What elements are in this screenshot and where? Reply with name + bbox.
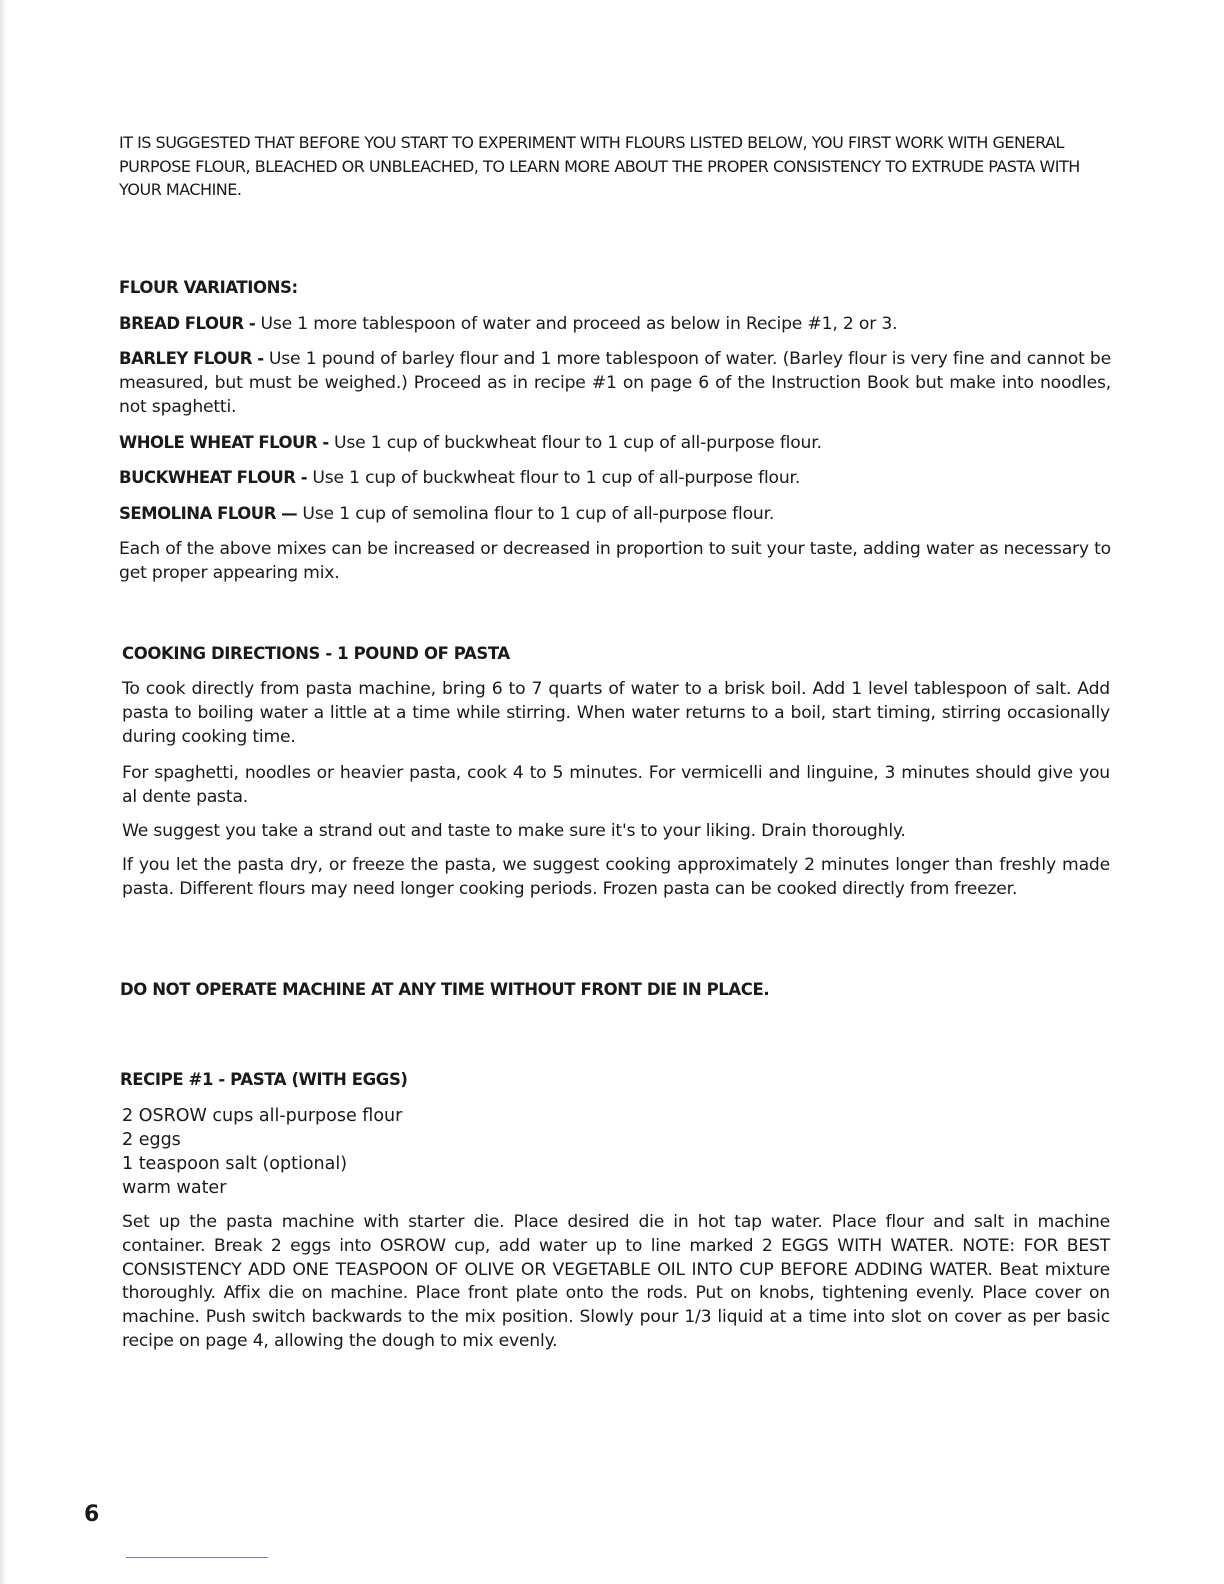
flour-label: SEMOLINA FLOUR — xyxy=(119,504,298,523)
cooking-paragraph-2: For spaghetti, noodles or heavier pasta, cook 4 to 5 minutes. For vermicelli and linguine, 3 minutes should give you al dente pasta. xyxy=(122,763,1110,807)
recipe-1-directions: Set up the pasta machine with starter die. Place desired die in hot tap water. Place flour and salt in machine container. Break 2 eggs into OSROW cup, add water up to line marked 2 EGGS WITH WATER. NOTE: FOR BEST CONSISTENCY ADD ONE TEASPOON OF OLIVE OR VEGETABLE OIL INTO CUP BEFORE ADDING WATER. Beat mixture thoroughly. Affix die on machine. Place front plate onto the rods. Put on knobs, tightening evenly. Place cover on machine. Push switch backwards to the mix position. Slowly pour 1/3 liquid at a time into slot on cover as per basic recipe on page 4, allowing the dough to mix evenly. xyxy=(122,1212,1110,1351)
ingredient-item: 2 OSROW cups all-purpose flour xyxy=(122,1106,403,1126)
flour-label: BUCKWHEAT FLOUR - xyxy=(119,468,308,487)
flour-text: Use 1 more tablespoon of water and proceed as below in Recipe #1, 2 or 3. xyxy=(255,314,898,334)
ingredient-item: warm water xyxy=(122,1178,227,1198)
cooking-paragraph-3: We suggest you take a strand out and taste to make sure it's to your liking. Drain thoroughly. xyxy=(122,821,906,841)
ingredient-item: 1 teaspoon salt (optional) xyxy=(122,1154,348,1174)
recipe-1-heading: RECIPE #1 - PASTA (WITH EGGS) xyxy=(120,1070,408,1089)
flour-variation-barley xyxy=(119,347,1111,419)
flour-variations-heading: FLOUR VARIATIONS: xyxy=(119,278,298,297)
cooking-heading: COOKING DIRECTIONS - 1 POUND OF PASTA xyxy=(122,644,510,663)
ingredient-item: 2 eggs xyxy=(122,1130,181,1150)
flour-variation-semolina xyxy=(119,502,1111,527)
flour-label: BARLEY FLOUR - xyxy=(119,349,264,368)
intro-paragraph: IT IS SUGGESTED THAT BEFORE YOU START TO EXPERIMENT WITH FLOURS LISTED BELOW, YOU FIRST WORK WITH GENERAL PURPOSE FLOUR, BLEACHED OR UNBLEACHED, TO LEARN MORE ABOUT THE PROPER CONSISTENCY TO EXTRUDE PASTA WITH YOUR MACHINE. xyxy=(119,133,1080,199)
flour-text: Use 1 pound of barley flour and 1 more tablespoon of water. (Barley flour is very fine and cannot be measured, but must be weighed.) Proceed as in recipe #1 on page 6 of the Instruction Book but make into noodles, not spaghetti. xyxy=(119,349,1112,417)
flour-variation-buckwheat xyxy=(119,466,1111,491)
scan-edge-shadow xyxy=(0,0,6,1584)
warning-notice: DO NOT OPERATE MACHINE AT ANY TIME WITHOUT FRONT DIE IN PLACE. xyxy=(120,980,770,999)
flour-text: Use 1 cup of buckwheat flour to 1 cup of all-purpose flour. xyxy=(328,433,822,453)
cooking-paragraph-4: If you let the pasta dry, or freeze the pasta, we suggest cooking approximately 2 minutes longer than freshly made pasta. Different flours may need longer cooking periods. Frozen pasta can be cooked directly from freezer. xyxy=(122,855,1110,899)
flour-variation-whole-wheat xyxy=(119,431,1111,456)
flour-variations-note: Each of the above mixes can be increased or decreased in proportion to suit your taste, adding water as necessary to get proper appearing mix. xyxy=(119,539,1111,583)
flour-label: BREAD FLOUR - xyxy=(119,314,256,333)
flour-text: Use 1 cup of buckwheat flour to 1 cup of all-purpose flour. xyxy=(307,468,801,488)
cooking-paragraph-1: To cook directly from pasta machine, bring 6 to 7 quarts of water to a brisk boil. Add 1 level tablespoon of salt. Add pasta to boiling water a little at a time while stirring. When water returns to a boil, start timing, stirring occasionally during cooking time. xyxy=(122,679,1110,747)
flour-variation-bread xyxy=(119,312,1111,337)
flour-label: WHOLE WHEAT FLOUR - xyxy=(119,433,329,452)
page-number: 6 xyxy=(84,1502,100,1527)
flour-text: Use 1 cup of semolina flour to 1 cup of all-purpose flour. xyxy=(297,504,775,524)
recipe-1-ingredients xyxy=(122,1104,1114,1200)
scan-artifact-line xyxy=(126,1557,268,1558)
